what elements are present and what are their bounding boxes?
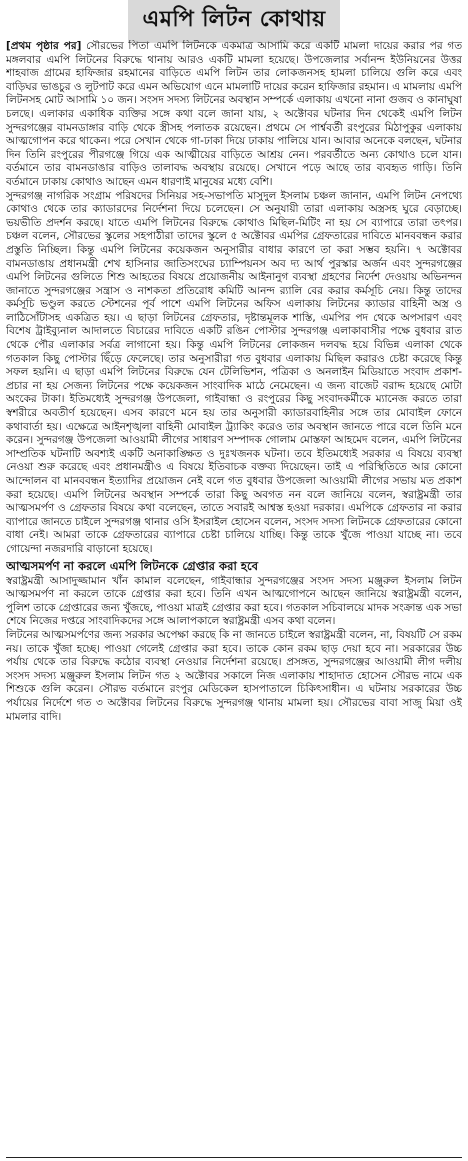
article-body [6,40,462,1154]
bottom-divider [6,1157,462,1158]
subheading: আত্মসমর্পণ না করলে এমপি লিটনকে গ্রেপ্তার করা হবে [6,558,259,573]
paragraph: লিটনের আত্মসমর্পণের জন্য সরকার অপেক্ষা করছে কি না জানতে চাইলে স্বরাষ্ট্রমন্ত্রী বলেন, না, বিষয়টি সে রকম নয়। তাকে খুঁজা হচ্ছে। পাওয়া গেলেই গ্রেপ্তার করা হবে। তাকে কোন রকম ছাড় দেয়া হবে না। সরকারের উচ্চ পর্যায় থেকে তার বিরুদ্ধে কঠোর ব্যবস্থা নেওয়ার নির্দেশনা রয়েছে। প্রসঙ্গত, সুন্দরগঞ্জের আওয়ামী লীগ দলীয় সংসদ সদস্য মঞ্জুরুল ইসলাম লিটন গত ২ অক্টোবর সকালে নিজ এলাকায় শাহাদাত হোসেন সৌরভ নামে এক শিশুকে গুলি করেন। সৌরভ বর্তমানে রংপুর মেডিকেল হাসপাতালে চিকিৎসাধীন। এ ঘটনায় সরকারের উচ্চ পর্যায়ের নির্দেশে গত ৩ অক্টোবর লিটনের বিরুদ্ধে সুন্দরগঞ্জ থানায় মামলা হয়। সৌরভের বাবা সাজু মিয়া ওই মামলার বাদি। [6,628,462,723]
paragraph [6,40,462,190]
paragraph-text: সৌরভের পিতা এমপি লিটনকে একমাত্র আসামি করে একটি মামলা দায়ের করার পর গত মঙ্গলবার এমপি লিটনের বিরুদ্ধে থানায় আরও একটি মামলা হয়েছে। উপজেলার সর্বানন্দ ইউনিয়নের উত্তর শাহবাজ গ্রামের হাফিজার রহমানের বাড়িতে এমপি লিটন তার লোকজনসহ হামলা চালিয়ে গুলি করে এবং বাড়িঘর ভাঙচুর ও লুটপাট করে এমন অভিযোগ এনে মামলাটি দায়ের করেন হাফিজার রহমান। এ মামলায় এমপি লিটনসহ মোট আসামি ১০ জন। সংসদ সদস্য লিটনের অবস্থান সম্পর্কে এলাকায় এখনো নানা গুজব ও কানাঘুষা চলছে। এলাকার একাধিক ব্যক্তির সঙ্গে কথা বলে জানা যায়, ২ অক্টোবর ঘটনার দিন থেকেই এমপি লিটন সুন্দরগঞ্জের বামনডাঙ্গার বাড়ি থেকে স্ত্রীসহ পলাতক রয়েছেন। প্রথমে সে পার্শ্ববর্তী রংপুরের মিঠাপুকুর এলাকায় আত্মগোপন করে থাকেন। পরে সেখান থেকে গা-ঢাকা দিয়ে ঢাকায় পালিয়ে যান। আবার অনেকে বলছেন, ঘটনার দিন তিনি রংপুরের পীরগঞ্জে গিয়ে এক আত্মীয়ের বাড়িতে আশ্রয় নেন। পরবর্তীতে অন্য কোথাও চলে যান। বর্তমানে তার বামনডাঙার বাড়িও তালাবদ্ধ অবস্থায় রয়েছে। সেখানে পড়ে আছে তার ব্যবহৃত গাড়ি। তিনি বর্তমানে ঢাকায় কোথাও আছেন এমন ধারণাই মানুষের মধ্যে বেশি। [6,40,462,188]
paragraph: সুন্দরগঞ্জ নাগরিক সংগ্রাম পরিষদের সিনিয়র সহ-সভাপতি মাসুদুল ইসলাম চঞ্চল জানান, এমপি লিটন নেপথ্যে কোথাও থেকে তার ক্যাডারদের নির্দেশনা দিয়ে চলেছেন। সে অনুযায়ী তারা এলাকায় অস্ত্রসহ ঘুরে বেড়াচ্ছে। ভয়ভীতি প্রদর্শন করছে। যাতে এমপি লিটনের বিরুদ্ধে কোথাও মিছিল-মিটিং না হয় সে ব্যাপারে তারা তৎপর। চঞ্চল বলেন, সৌরভের স্কুলের সহপাঠীরা তাদের স্কুলে ৫ অক্টোবর এমপির গ্রেফতারের দাবিতে মানববন্ধন করার প্রস্তুতি নিচ্ছিল। কিন্তু এমপি লিটনের কয়েকজন অনুসারীর বাধার কারণে তা করা সম্ভব হয়নি। ৭ অক্টোবর বামনডাঙায় প্রধানমন্ত্রী শেখ হাসিনার জাতিসংঘের চ্যাম্পিয়নস অব দ্য আর্থ পুরস্কার অর্জন এবং সুন্দরগঞ্জের এমপি লিটনের গুলিতে শিশু আহতের বিষয়ে প্রয়োজনীয় আইনানুগ ব্যবস্থা গ্রহণের নির্দেশ দেওয়ায় অভিনন্দন জানাতে সুন্দরগঞ্জের সন্ত্রাস ও নাশকতা প্রতিরোধ কমিটি আনন্দ র‌্যালি বের করার কর্মসূচি নেয়। কিন্তু তাদের কর্মসূচি ভণ্ডুল করতে স্টেশনের পূর্ব পাশে এমপি লিটনের অফিস এলাকায় লিটনের ক্যাডার বাহিনী অস্ত্র ও লাঠিসোঁটাসহ একত্রিত হয়। এ ছাড়া লিটনের গ্রেফতার, দৃষ্টান্তমূলক শাস্তি, এমপির পদ থেকে অপসারণ এবং বিশেষ ট্রাইব্যুনাল আদালতে বিচারের দাবিতে একটি রঙিন পোস্টার সুন্দরগঞ্জ এলাকাবাসীর পক্ষে বুধবার রাত থেকে পৌর এলাকার সর্বত্র লাগানো হয়। কিন্তু এমপি লিটনের লোকজন দলবদ্ধ হয়ে বিভিন্ন এলাকা থেকে গতকাল কিছু পোস্টার ছিঁড়ে ফেলেছে। তার অনুসারীরা গত বুধবার এলাকায় মিছিল করারও চেষ্টা করেছে কিন্তু সফল হয়নি। এ ছাড়া এমপি লিটনের বিরুদ্ধে যেন টেলিভিশন, পত্রিকা ও অনলাইন মিডিয়াতে সংবাদ প্রকাশ-প্রচার না হয় সেজন্য লিটনের পক্ষে কয়েকজন সাংবাদিক মাঠে নেমেছেন। এ জন্য বাজেট বরাদ্দ হয়েছে মোটা অংকের টাকা। ইতিমধ্যেই সুন্দরগঞ্জ উপজেলা, গাইবান্ধা ও রংপুরের কিছু সংবাদকর্মীকে ম্যানেজ করতে তারা স্বশরীরে অবতীর্ণ হয়েছেন। এসব কারণে মনে হয় তার অনুসারী ক্যাডারবাহিনীর সঙ্গে তার মোবাইল ফোনে কথাবার্তা হয়। এক্ষেত্রে আইনশৃঙ্খলা বাহিনী মোবাইল ট্র্যাকিং করেও তার অবস্থান জানতে পারে বলে তিনি মনে করেন। সুন্দরগঞ্জ উপজেলা আওয়ামী লীগের সাধারণ সম্পাদক গোলাম মোস্তফা আহমেদ বলেন, এমপি লিটনের সাম্প্রতিক ঘটনাটি অবশ্যই একটি অনাকাঙ্ক্ষিত ও দুঃখজনক ঘটনা। তবে ইতিমধ্যেই সরকার এ বিষয়ে ব্যবস্থা নেওয়া শুরু করেছে এবং প্রধানমন্ত্রীও এ বিষয়ে ইতিবাচক বক্তব্য দিয়েছেন। তাই এ পরিস্থিতিতে আর কোনো আন্দোলন বা মানববন্ধন ইত্যাদির প্রয়োজন নেই বলে গত বুধবার উপজেলা আওয়ামী লীগের সভায় মত প্রকাশ করা হয়েছে। এমপি লিটনের অবস্থান সম্পর্কে তারা কিছু অবগত নন বলে জানিয়ে বলেন, স্বরাষ্ট্রমন্ত্রী তার আত্মসমর্পণ ও গ্রেফতার বিষয়ে কথা বলেছেন, তাতে সবারই আশ্বস্ত হওয়া দরকার। এমপিকে গ্রেফতার না করার ব্যাপারে জানতে চাইলে সুন্দরগঞ্জ থানার ওসি ইসরাইল হোসেন বলেন, সংসদ সদস্য লিটনকে গ্রেফতারের কোনো বাধা নেই। আমরা তাকে গ্রেফতারের ব্যাপারে চেষ্টা চালিয়ে যাচ্ছি। কিন্তু তাকে খুঁজে পাওয়া যাচ্ছে না। তবে গোয়েন্দা নজরদারি বাড়ানো হয়েছে। [6,189,462,555]
headline-area [6,0,462,40]
paragraph: স্বরাষ্ট্রমন্ত্রী আসাদুজ্জামান খাঁন কামাল বলেছেন, গাইবান্ধার সুন্দরগঞ্জের সংসদ সদস্য মঞ্জুরুল ইসলাম লিটন আত্মসমর্পণ না করলে তাকে গ্রেপ্তার করা হবে। তিনি এখন আত্মগোপনে আছেন জানিয়ে স্বরাষ্ট্রমন্ত্রী বলেন, পুলিশ তাকে গ্রেপ্তারের জন্য খুঁজছে, পাওয়া মাত্রই গ্রেপ্তার করা হবে। গতকাল সচিবালয়ে মাদক সংক্রান্ত এক সভা শেষে নিজের দপ্তরে সাংবাদিকদের সঙ্গে আলাপকালে স্বরাষ্ট্রমন্ত্রী এসব কথা বলেন। [6,574,462,628]
continuation-tag: [প্রথম পৃষ্ঠার পর] [6,40,82,52]
headline: এমপি লিটন কোথায় [128,0,339,43]
